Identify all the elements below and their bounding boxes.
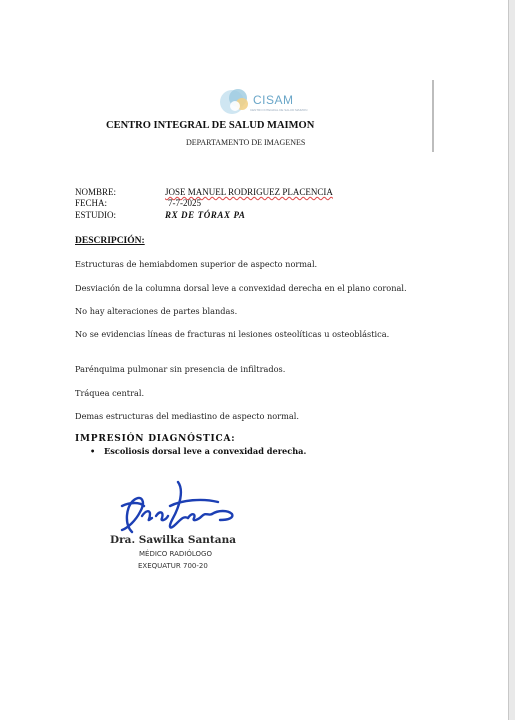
page-margin-marker [432,80,434,152]
bullet-icon: • [90,446,96,456]
name-label: NOMBRE: [75,187,117,197]
description-paragraph-3: No hay alteraciones de partes blandas. [75,306,238,316]
doctor-title: MÉDICO RADIÓLOGO [139,550,212,558]
center-name: CENTRO INTEGRAL DE SALUD MAIMON [106,120,315,131]
logo-subtext: CENTRO INTEGRAL DE SALUD MAIMON [250,108,308,112]
doctor-exequatur: EXEQUATUR 700-20 [138,562,208,570]
description-paragraph-6: Tráquea central. [75,388,145,398]
impression-list-item [90,446,306,456]
description-heading: DESCRIPCIÓN: [75,236,145,246]
date-value: 7-7-2025 [168,198,201,208]
study-label: ESTUDIO: [75,210,116,220]
description-paragraph-4: No se evidencias líneas de fracturas ni lesiones osteolíticas u osteoblástica. [75,329,390,339]
description-paragraph-5: Parénquima pulmonar sin presencia de infiltrados. [75,364,286,374]
patient-name [165,187,333,197]
patient-name-value: JOSE MANUEL RODRIGUEZ PLACENCIA [165,187,333,197]
date-label: FECHA: [75,198,108,208]
description-paragraph-7: Demas estructuras del mediastino de aspecto normal. [75,411,299,421]
description-paragraph-1: Estructuras de hemiabdomen superior de aspecto normal. [75,259,318,269]
impression-item-text: Escoliosis dorsal leve a convexidad derecha. [104,446,307,456]
department-name: DEPARTAMENTO DE IMAGENES [186,138,306,147]
impression-heading: IMPRESIÓN DIAGNÓSTICA: [75,434,236,444]
description-paragraph-2: Desviación de la columna dorsal leve a convexidad derecha en el plano coronal. [75,283,407,293]
study-value: RX DE TÓRAX PA [165,210,246,220]
doctor-name: Dra. Sawilka Santana [110,534,236,546]
logo-wordmark: CISAM [253,93,294,107]
signature-image [112,476,240,538]
